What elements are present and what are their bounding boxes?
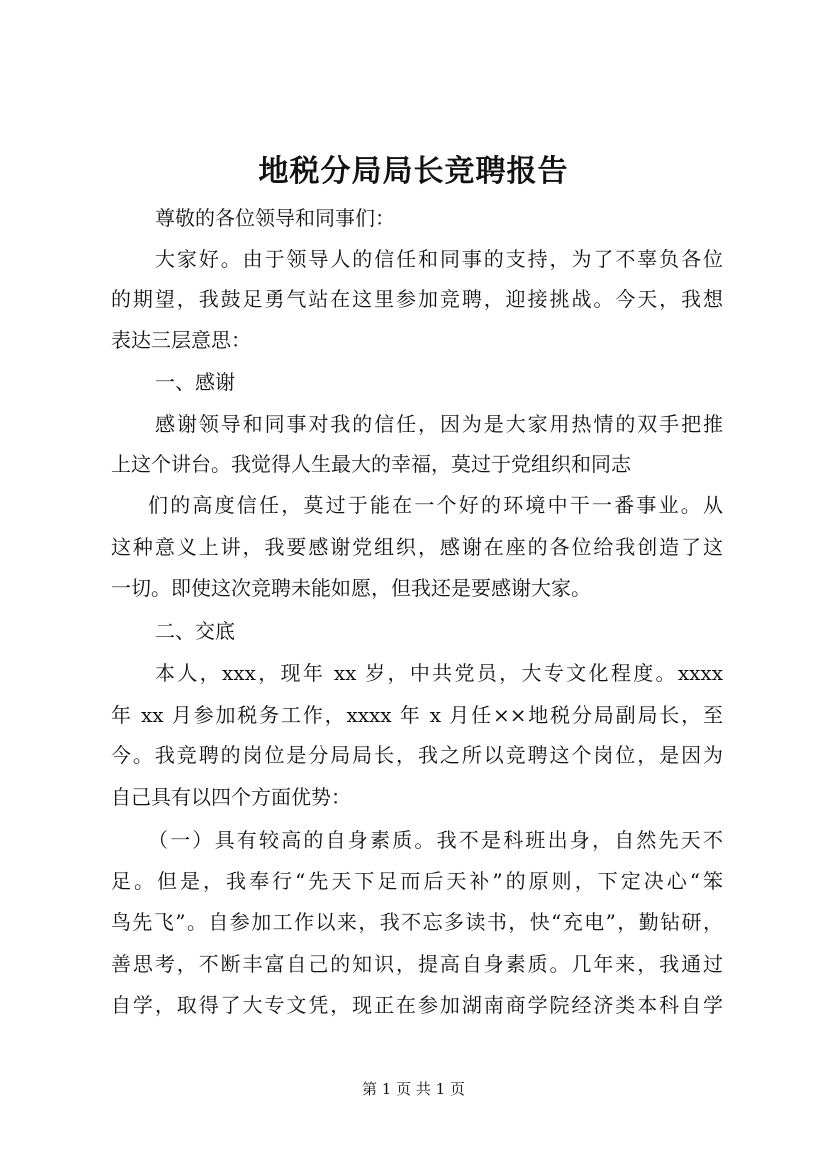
body-line: 一切。即使这次竞聘未能如愿，但我还是要感谢大家。: [111, 576, 591, 600]
body-line: 感谢领导和同事对我的信任，因为是大家用热情的双手把推: [155, 412, 723, 436]
body-line: 鸟先飞”。自参加工作以来，我不忘多读书，快“充电”，勤钻研，: [111, 910, 723, 934]
body-line: 自学，取得了大专文凭，现正在参加湖南商学院经济类本科自学: [111, 993, 723, 1017]
section-heading: 一、感谢: [155, 370, 235, 394]
body-line: 的期望，我鼓足勇气站在这里参加竞聘，迎接挑战。今天，我想: [111, 287, 723, 311]
body-line: 大家好。由于领导人的信任和同事的支持，为了不辜负各位: [155, 247, 723, 271]
body-line: 上这个讲台。我觉得人生最大的幸福，莫过于党组织和同志: [111, 452, 631, 476]
body-line: 足。但是，我奉行“先天下足而后天补”的原则，下定决心“笨: [111, 869, 723, 893]
document-title: 地税分局局长竞聘报告: [258, 154, 569, 189]
body-line: 们的高度信任，莫过于能在一个好的环境中干一番事业。从: [148, 493, 723, 517]
page-number-footer: 第 1 页 共 1 页: [362, 1080, 465, 1098]
body-line: 善思考，不断丰富自己的知识，提高自身素质。几年来，我通过: [111, 952, 723, 976]
body-line: 今。我竞聘的岗位是分局局长，我之所以竞聘这个岗位，是因为: [111, 743, 723, 767]
body-line: （一）具有较高的自身素质。我不是科班出身，自然先天不: [148, 828, 723, 852]
body-line: 本人，xxx，现年 xx 岁，中共党员，大专文化程度。xxxx: [155, 661, 723, 685]
body-line: 这种意义上讲，我要感谢党组织，感谢在座的各位给我创造了这: [111, 535, 723, 559]
section-heading: 二、交底: [155, 619, 235, 643]
body-line: 年 xx 月参加税务工作，xxxx 年 x 月任××地税分局副局长，至: [111, 703, 723, 727]
salutation-line: 尊敬的各位领导和同事们：: [155, 206, 395, 230]
body-line: 自己具有以四个方面优势：: [111, 785, 351, 809]
body-line: 表达三层意思：: [111, 328, 251, 352]
